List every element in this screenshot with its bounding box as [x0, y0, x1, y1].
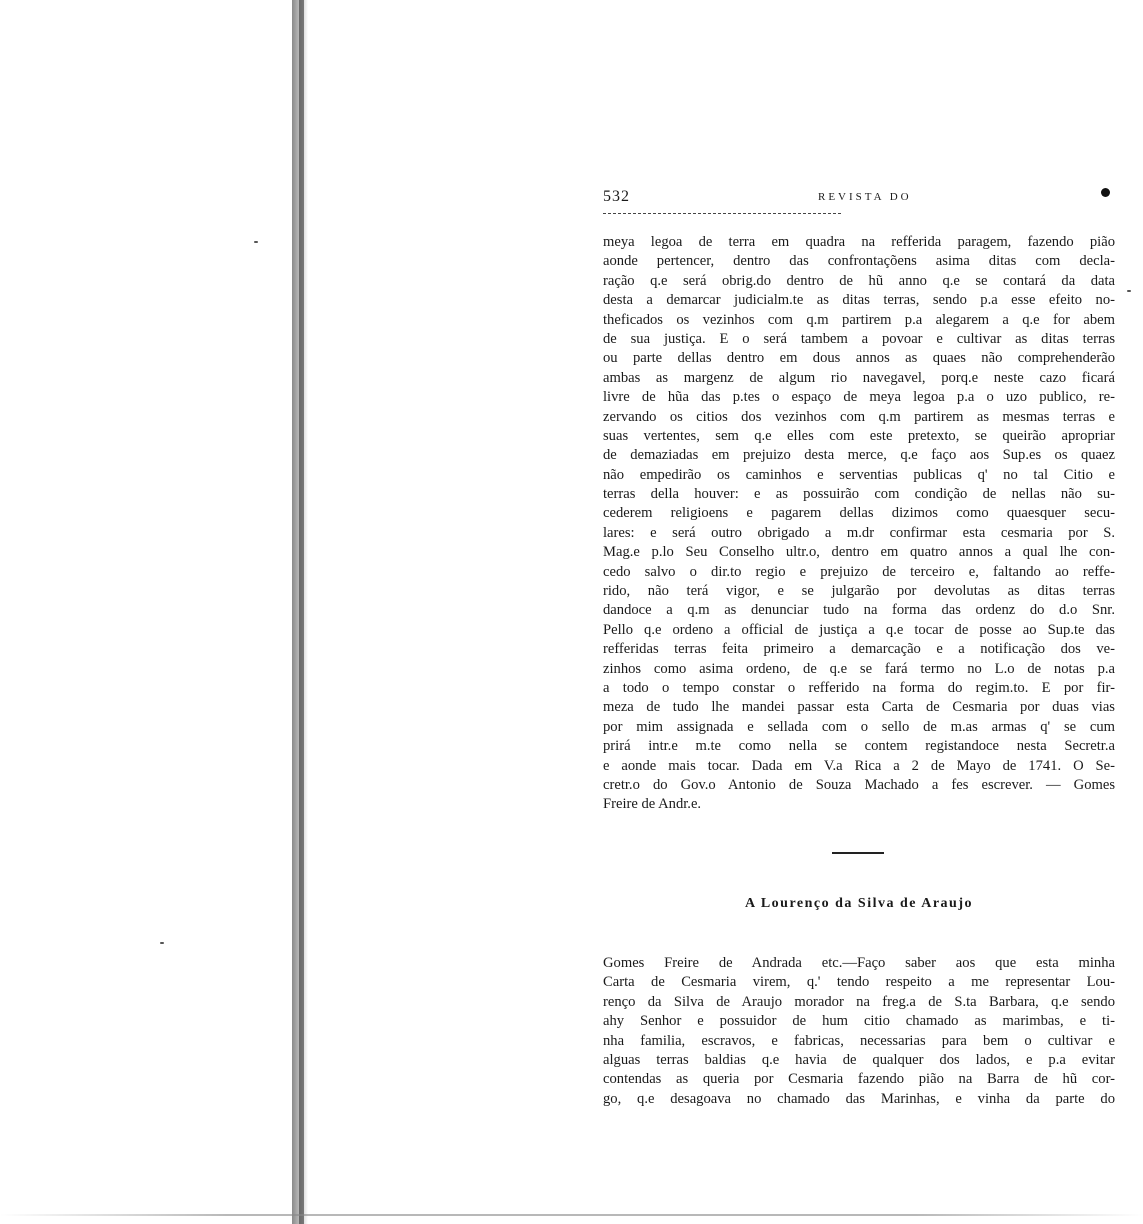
- text-line: aonde pertencer, dentro das confrontaçõens asima ditas com decla-: [603, 253, 1115, 270]
- text-line: renço da Silva de Araujo morador na freg.a de S.ta Barbara, q.e sendo: [603, 993, 1115, 1010]
- section-heading: A Lourenço da Silva de Araujo: [745, 896, 973, 911]
- text-line: alguas terras baldias q.e havia de qualquer dos lados, e p.a evitar: [603, 1051, 1115, 1068]
- text-line: e aonde mais tocar. Dada em V.a Rica a 2 de Mayo de 1741. O Se-: [603, 757, 1115, 774]
- page-header: [603, 188, 1113, 212]
- text-line: nha familia, escravos, e fabricas, necessarias para bem o cultivar e: [603, 1032, 1115, 1049]
- text-line: terras della houver: e as possuirão com condição de nellas não su-: [603, 486, 1115, 503]
- text-line: ração q.e será obrig.do dentro de hũ anno q.e se contará da data: [603, 272, 1115, 289]
- header-rule: [603, 213, 841, 214]
- text-line: Carta de Cesmaria virem, q.' tendo respeito a me representar Lou-: [603, 974, 1115, 991]
- text-line: não empedirão os caminhos e serventias publicas q' no tal Citio e: [603, 466, 1115, 483]
- text-line: Pello q.e ordeno a official de justiça a q.e tocar de posse ao Sup.te das: [603, 621, 1115, 638]
- text-line: rido, não terá vigor, e se julgarão por devolutas as ditas terras: [603, 583, 1115, 600]
- text-line: cedo salvo o dir.to regio e prejuizo de terceiro e, faltando ao reffe-: [603, 563, 1115, 580]
- text-line: lares: e será outro obrigado a m.dr confirmar esta cesmaria por S.: [603, 524, 1115, 541]
- text-line: Freire de Andr.e.: [603, 796, 702, 813]
- charter-text-block: [603, 233, 1115, 815]
- page-number: 532: [603, 188, 630, 205]
- text-line: refferidas terras feita primeiro a demarcação e a notificação dos ve-: [603, 641, 1115, 658]
- text-line: cederem religioens e pagarem dellas dizimos como quaesquer secu-: [603, 505, 1115, 522]
- text-line: de sua justiça. E o será tambem a povoar e cultivar as ditas terras: [603, 330, 1115, 347]
- text-line: desta a demarcar judicialm.te as ditas terras, sendo p.a esse efeito no-: [603, 292, 1115, 309]
- text-line: cretr.o do Gov.o Antonio de Souza Machado a fes escrever. — Gomes: [603, 776, 1115, 793]
- text-line: ahy Senhor e possuidor de hum citio chamado as marimbas, e ti-: [603, 1013, 1115, 1030]
- text-line: dandoce a q.m as denunciar tudo na forma das ordenz do d.o Snr.: [603, 602, 1115, 619]
- text-line: prirá intr.e m.te como nella se contem registandoce nesta Secretr.a: [603, 738, 1115, 755]
- text-line: ou parte dellas dentro em dous annos as quaes não comprehenderão: [603, 350, 1115, 367]
- text-line: zervando os citios dos vezinhos com q.m partirem as mesmas terras e: [603, 408, 1115, 425]
- text-line: livre de hũa das p.tes o espaço de meya legoa p.a o uzo publico, re-: [603, 389, 1115, 406]
- section-divider: [832, 852, 884, 854]
- charter-text-block: [603, 954, 1115, 1109]
- text-line: por mim assignada e sellada com o sello de m.as armas q' se cum: [603, 718, 1115, 735]
- text-line: suas vertentes, sem q.e elles com este pretexto, se queirão apropriar: [603, 427, 1115, 444]
- running-head: REVISTA DO: [818, 191, 912, 203]
- scan-speck: [254, 241, 258, 243]
- text-line: a todo o tempo constar o refferido na forma do regim.to. E por fir-: [603, 679, 1115, 696]
- text-line: de demaziadas em prejuizo desta merce, q.e faço aos Sup.es os quaez: [603, 447, 1115, 464]
- book-gutter-line: [299, 0, 304, 1224]
- text-line: zinhos como asima ordeno, de q.e se fará termo no L.o de notas p.a: [603, 660, 1115, 677]
- text-line: meza de tudo lhe mandei passar esta Carta de Cesmaria por duas vias: [603, 699, 1115, 716]
- scan-speck: [160, 942, 164, 944]
- page-bottom-edge: [0, 1214, 1143, 1216]
- text-line: Gomes Freire de Andrada etc.—Faço saber aos que esta minha: [603, 955, 1115, 971]
- ink-dot-mark: [1101, 188, 1110, 197]
- text-line: go, q.e desagoava no chamado das Marinhas, e vinha da parte do: [603, 1090, 1115, 1107]
- scan-speck: [1127, 290, 1131, 292]
- text-line: ambas as margenz de algum rio navegavel, porq.e neste cazo ficará: [603, 369, 1115, 386]
- text-line: contendas as queria por Cesmaria fazendo pião na Barra de hũ cor-: [603, 1071, 1115, 1088]
- text-line: meya legoa de terra em quadra na refferida paragem, fazendo pião: [603, 234, 1115, 250]
- text-line: theficados os vezinhos com q.m partirem p.a alegarem a q.e for abem: [603, 311, 1115, 328]
- text-line: Mag.e p.lo Seu Conselho ultr.o, dentro em quatro annos a qual lhe con-: [603, 544, 1115, 561]
